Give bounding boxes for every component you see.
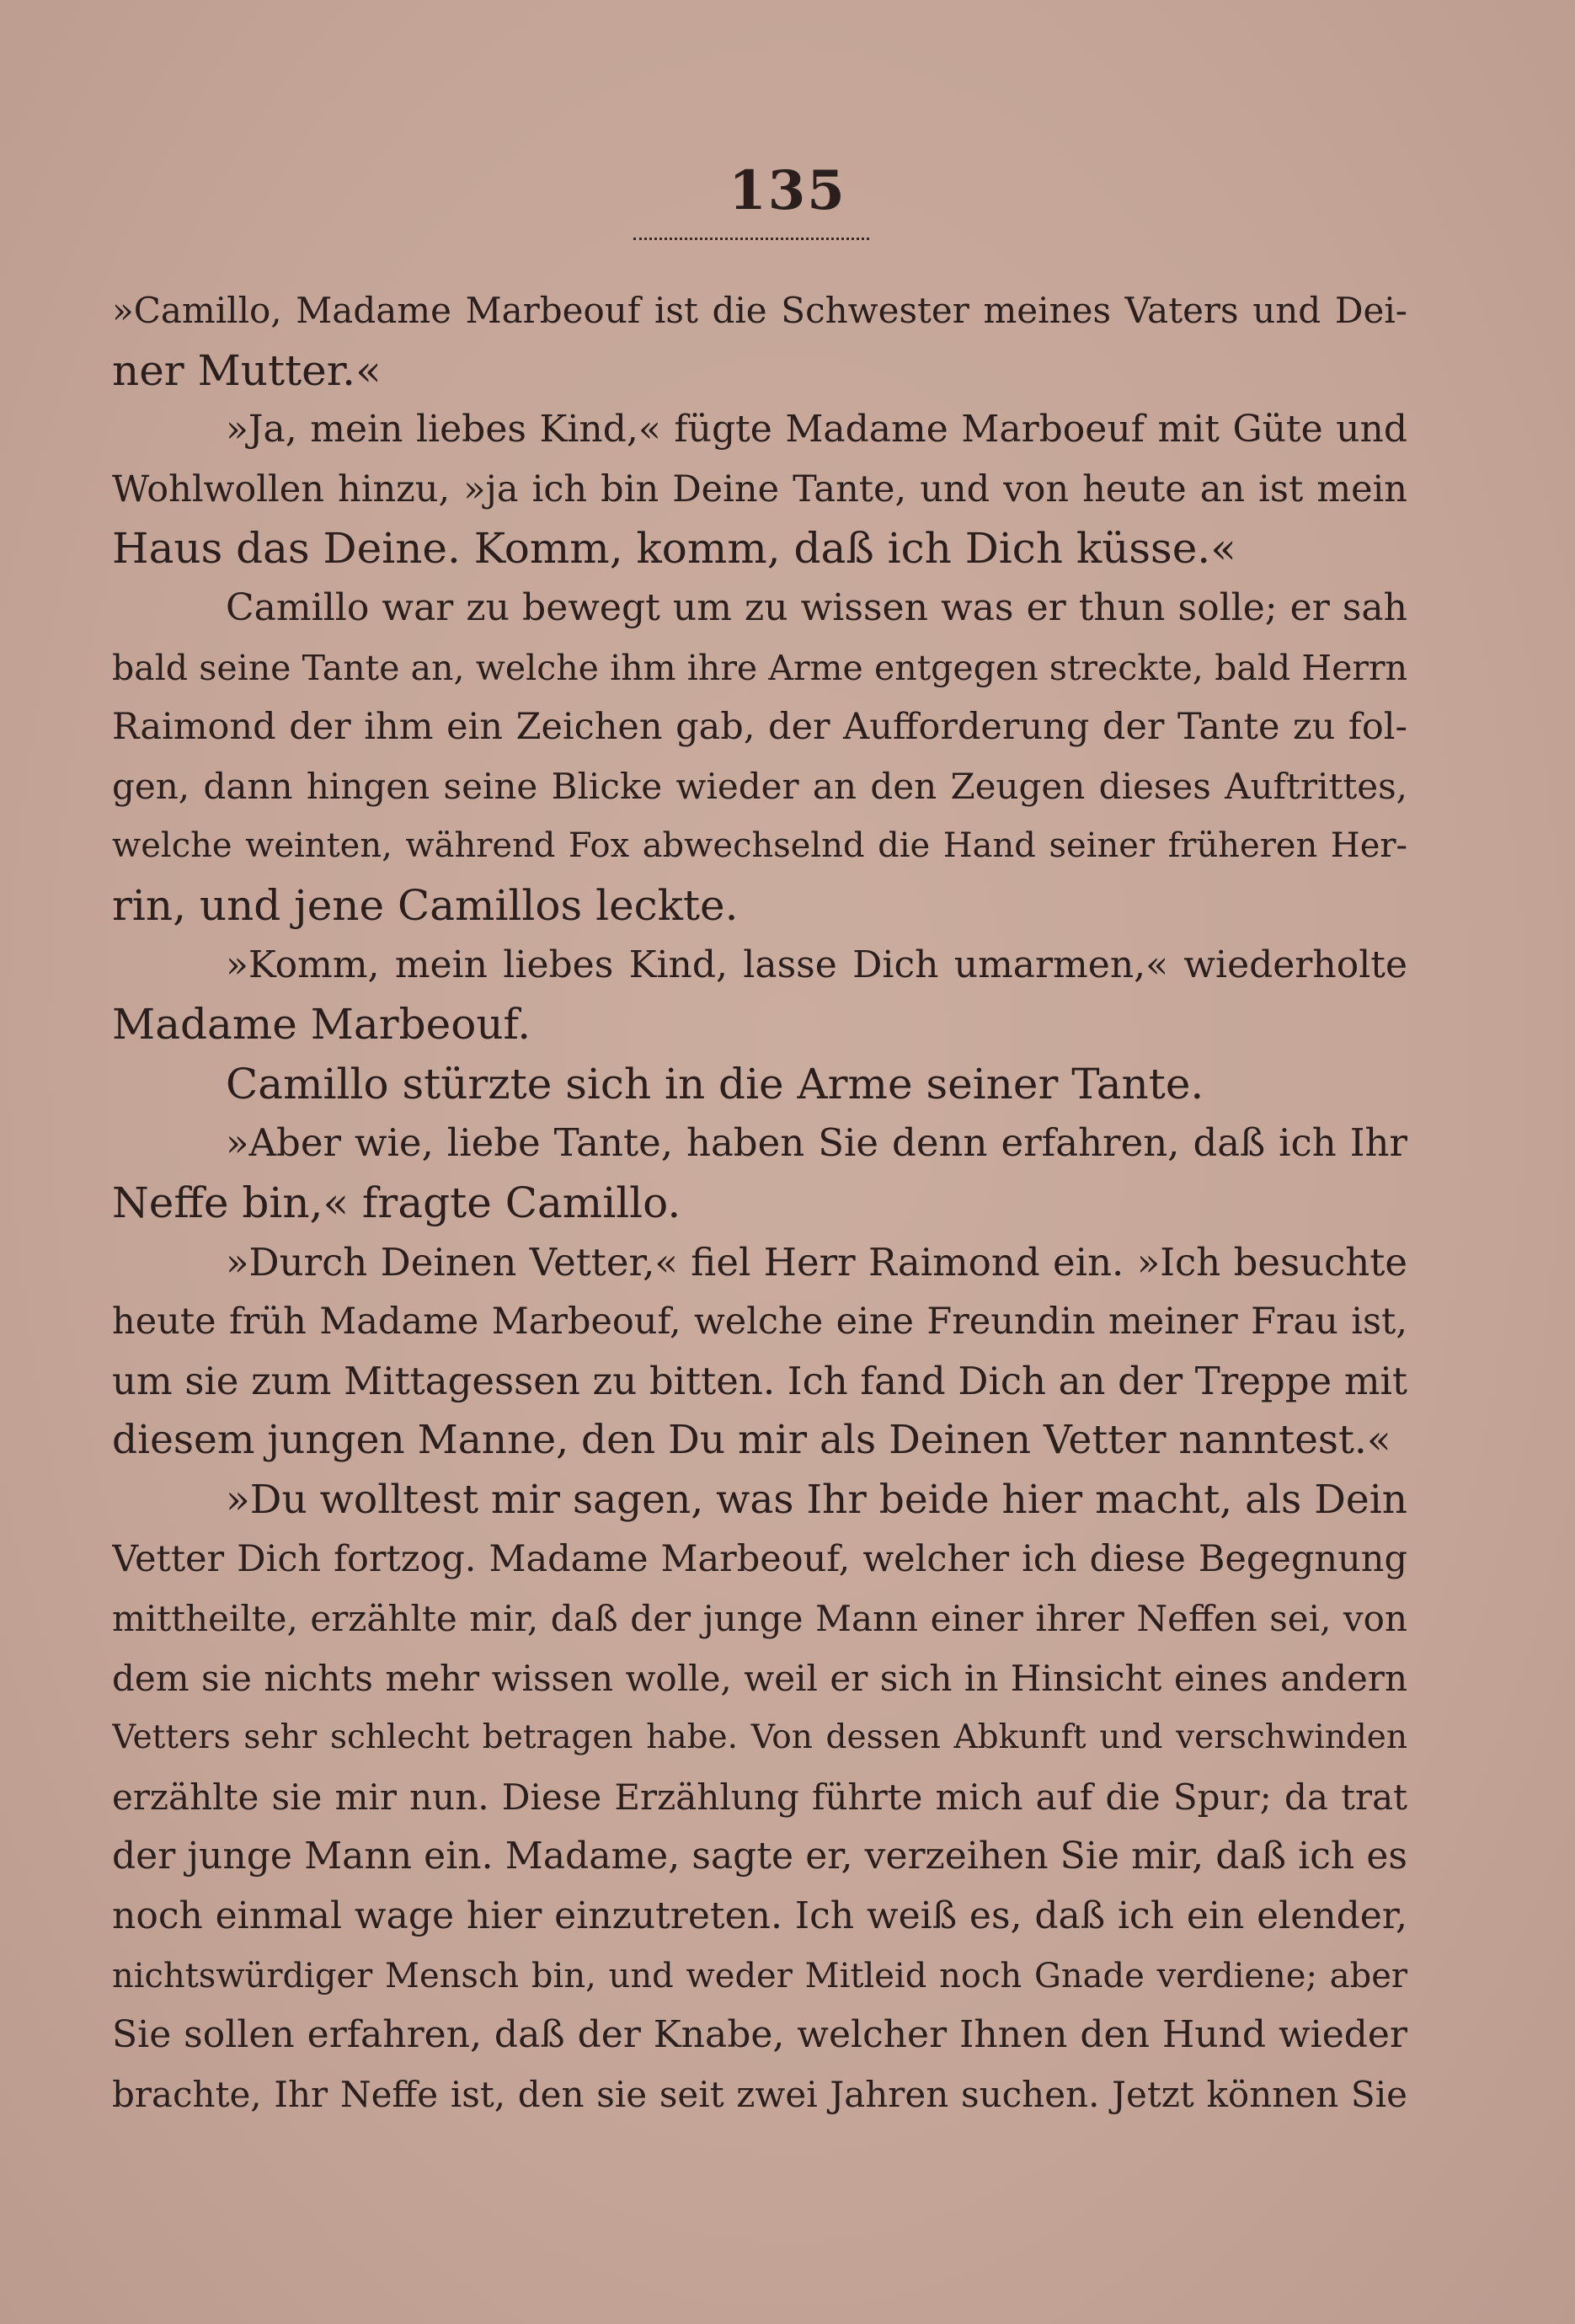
text-line: erzählte sie mir nun. Diese Erzählung führte mich auf die Spur; da trat	[112, 1776, 1407, 1818]
text-line: Camillo war zu bewegt um zu wissen was er thun solle; er sah	[226, 585, 1407, 629]
text-line: »Aber wie, liebe Tante, haben Sie denn erfahren, daß ich Ihr	[226, 1120, 1407, 1166]
body-text	[112, 281, 1407, 2124]
text-line: Wohlwollen hinzu, »ja ich bin Deine Tante, und von heute an ist mein	[112, 467, 1407, 510]
text-line: diesem jungen Manne, den Du mir als Deinen Vetter nanntest.«	[112, 1417, 1391, 1464]
text-line: dem sie nichts mehr wissen wolle, weil er sich in Hinsicht eines andern	[112, 1657, 1407, 1699]
text-line: »Ja, mein liebes Kind,« fügte Madame Marboeuf mit Güte und	[226, 408, 1407, 451]
text-line: »Durch Deinen Vetter,« fiel Herr Raimond ein. »Ich besuchte	[226, 1239, 1407, 1285]
text-line: um sie zum Mittagessen zu bitten. Ich fand Dich an der Treppe mit	[112, 1358, 1407, 1403]
text-line: »Camillo, Madame Marbeouf ist die Schwester meines Vaters und Dei-	[112, 290, 1407, 331]
text-line: Haus das Deine. Komm, komm, daß ich Dich küsse.«	[112, 524, 1236, 574]
text-line: ner Mutter.«	[112, 345, 382, 395]
text-line: brachte, Ihr Neffe ist, den sie seit zwei Jahren suchen. Jetzt können Sie	[112, 2073, 1407, 2115]
text-line: gen, dann hingen seine Blicke wieder an den Zeugen dieses Auftrittes,	[112, 765, 1407, 807]
text-line: Raimond der ihm ein Zeichen gab, der Aufforderung der Tante zu fol-	[112, 706, 1407, 749]
page-number: 135	[729, 159, 846, 222]
text-line: Vetters sehr schlecht betragen habe. Von dessen Abkunft und verschwinden	[112, 1718, 1407, 1757]
text-line: »Komm, mein liebes Kind, lasse Dich umarmen,« wiederholte	[226, 943, 1407, 986]
text-line: Sie sollen erfahren, daß der Knabe, welcher Ihnen den Hund wieder	[112, 2013, 1407, 2057]
page-number-rule	[633, 238, 869, 240]
text-line: Neffe bin,« fragte Camillo.	[112, 1178, 681, 1227]
text-line: noch einmal wage hier einzutreten. Ich weiß es, daß ich ein elender,	[112, 1894, 1407, 1938]
text-line: rin, und jene Camillos leckte.	[112, 880, 739, 930]
text-line: bald seine Tante an, welche ihm ihre Arme entgegen streckte, bald Herrn	[112, 647, 1407, 688]
text-line: der junge Mann ein. Madame, sagte er, verzeihen Sie mir, daß ich es	[112, 1835, 1407, 1878]
text-line: Madame Marbeouf.	[112, 1000, 531, 1050]
text-line: welche weinten, während Fox abwechselnd die Hand seiner früheren Her-	[112, 826, 1407, 866]
text-line: Camillo stürzte sich in die Arme seiner Tante.	[226, 1059, 1204, 1109]
text-line: »Du wolltest mir sagen, was Ihr beide hier macht, als Dein	[226, 1476, 1407, 1523]
text-line: nichtswürdiger Mensch bin, und weder Mitleid noch Gnade verdiene; aber	[112, 1956, 1407, 1995]
text-line: mittheilte, erzählte mir, daß der junge Mann einer ihrer Neffen sei, von	[112, 1598, 1407, 1640]
text-line: Vetter Dich fortzog. Madame Marbeouf, welcher ich diese Begegnung	[112, 1538, 1407, 1581]
text-line: heute früh Madame Marbeouf, welche eine Freundin meiner Frau ist,	[112, 1301, 1407, 1344]
